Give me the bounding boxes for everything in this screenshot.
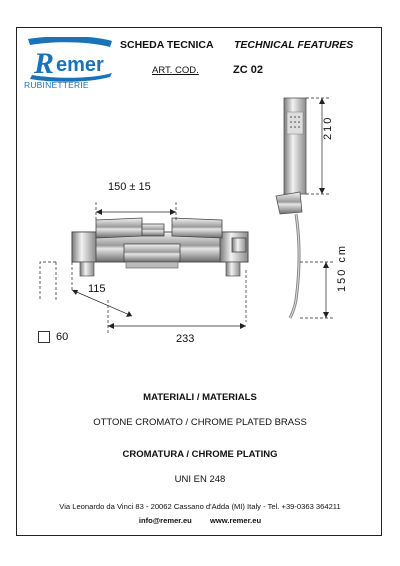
dim-width-range: 150 ± 15 [108,181,151,193]
email-link[interactable]: info@remer.eu [138,516,192,525]
dim-total-width: 233 [176,333,195,345]
plating-title: CROMATURA / CHROME PLATING [122,449,278,460]
dim-handshower-height: 210 [322,115,334,140]
header-title-en: TECHNICAL FEATURES [234,39,354,51]
svg-text:R: R [34,47,55,80]
mixer-body [72,218,248,276]
dim-hose-length: 150 cm [336,243,348,292]
plating-value: UNI EN 248 [174,474,226,485]
footer-contacts [0,516,400,525]
art-code-label: ART. COD. [152,65,199,76]
materials-title: MATERIALI / MATERIALS [143,392,257,403]
header-title-it: SCHEDA TECNICA [120,39,214,51]
diameter-symbol [38,331,50,343]
logo-text: emer [56,54,104,76]
brand-subtitle: RUBINETTERIE [24,80,89,90]
footer-address: Via Leonardo da Vinci 83 - 20062 Cassano d'Adda (MI) Italy - Tel. +39-0363 364211 [59,502,341,511]
art-code-value: ZC 02 [233,64,263,76]
dim-depth: 115 [88,283,106,295]
website-link[interactable]: www.remer.eu [209,516,262,525]
materials-value: OTTONE CROMATO / CHROME PLATED BRASS [93,417,307,428]
dim-diameter: 60 [56,331,69,343]
handshower [276,98,306,214]
